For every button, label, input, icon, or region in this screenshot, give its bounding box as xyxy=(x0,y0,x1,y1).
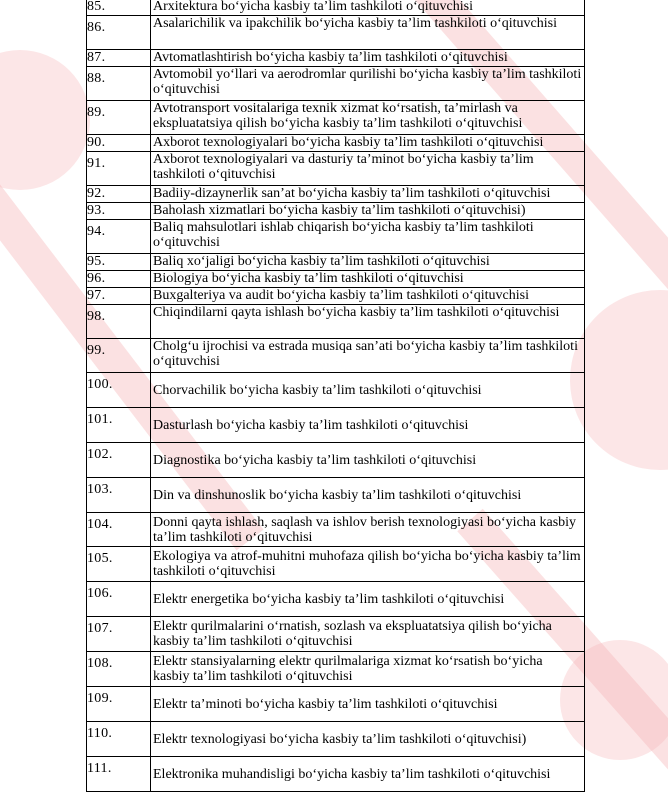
row-number: 106. xyxy=(87,586,113,601)
row-number-cell xyxy=(87,67,151,101)
row-number: 92. xyxy=(87,186,106,201)
table-row xyxy=(87,101,585,135)
table-row xyxy=(87,373,585,408)
row-number-cell xyxy=(87,408,151,443)
profession-cell xyxy=(151,0,585,16)
row-number-cell xyxy=(87,478,151,513)
row-number: 90. xyxy=(87,135,106,150)
profession-title: Asalarichilik va ipakchilik bo‘yicha kasbiy ta’lim tashkiloti o‘qituvchisi xyxy=(153,16,557,31)
table-row xyxy=(87,547,585,582)
row-number-cell xyxy=(87,186,151,203)
profession-title: Biologiya bo‘yicha kasbiy ta’lim tashkiloti o‘qituvchisi xyxy=(153,271,464,286)
row-number: 87. xyxy=(87,50,106,65)
table-row xyxy=(87,203,585,220)
document-table xyxy=(86,0,585,792)
table-row xyxy=(87,271,585,288)
table-row xyxy=(87,408,585,443)
row-number: 111. xyxy=(87,761,112,776)
row-number: 105. xyxy=(87,551,113,566)
profession-title: Arxitektura bo‘yicha kasbiy ta’lim tashkiloti o‘qituvchisi xyxy=(153,0,473,14)
row-number: 108. xyxy=(87,656,113,671)
row-number: 85. xyxy=(87,0,106,14)
row-number-cell xyxy=(87,0,151,16)
row-number: 97. xyxy=(87,288,106,303)
profession-title: Baholash xizmatlari bo‘yicha kasbiy ta’lim tashkiloti o‘qituvchisi) xyxy=(153,203,526,218)
profession-title: Chorvachilik bo‘yicha kasbiy ta’lim tashkiloti o‘qituvchisi xyxy=(153,382,482,398)
profession-title: Elektr energetika bo‘yicha kasbiy ta’lim tashkiloti o‘qituvchisi xyxy=(153,591,505,607)
profession-title: Baliq mahsulotlari ishlab chiqarish bo‘yicha kasbiy ta’lim tashkiloti o‘qituvchisi xyxy=(153,220,534,250)
profession-title: Cholg‘u ijrochisi va estrada musiqa san’ati bo‘yicha kasbiy ta’lim tashkiloti o‘qituvchisi xyxy=(153,339,578,369)
profession-cell xyxy=(151,582,585,617)
profession-title: Avtotransport vositalariga texnik xizmat ko‘rsatish, ta’mirlash va ekspluatatsiya qilish bo‘yicha kasbiy ta’lim tashkiloti o‘qituvchisi xyxy=(153,101,523,131)
table-row xyxy=(87,152,585,186)
table-row xyxy=(87,722,585,757)
row-number: 94. xyxy=(87,224,106,239)
profession-title: Buxgalteriya va audit bo‘yicha kasbiy ta’lim tashkiloti o‘qituvchisi xyxy=(153,288,529,303)
table-row xyxy=(87,582,585,617)
profession-cell xyxy=(151,152,585,186)
row-number-cell xyxy=(87,288,151,305)
row-number-cell xyxy=(87,373,151,408)
profession-title: Axborot texnologiyalari bo‘yicha kasbiy ta’lim tashkiloti o‘qituvchisi xyxy=(153,135,544,150)
table-row xyxy=(87,513,585,547)
row-number: 96. xyxy=(87,271,106,286)
row-number-cell xyxy=(87,652,151,687)
profession-title: Baliq xo‘jaligi bo‘yicha kasbiy ta’lim tashkiloti o‘qituvchisi xyxy=(153,254,490,269)
profession-cell xyxy=(151,220,585,254)
profession-cell xyxy=(151,67,585,101)
row-number-cell xyxy=(87,443,151,478)
profession-cell xyxy=(151,443,585,478)
profession-cell xyxy=(151,135,585,152)
row-number-cell xyxy=(87,101,151,135)
table-row xyxy=(87,288,585,305)
row-number: 99. xyxy=(87,343,106,358)
row-number-cell xyxy=(87,339,151,373)
profession-title: Avtomobil yo‘llari va aerodromlar qurilishi bo‘yicha kasbiy ta’lim tashkiloti o‘qituvchisi xyxy=(153,67,582,97)
profession-cell xyxy=(151,101,585,135)
row-number-cell xyxy=(87,16,151,50)
profession-cell xyxy=(151,513,585,547)
profession-cell xyxy=(151,186,585,203)
row-number-cell xyxy=(87,152,151,186)
row-number: 107. xyxy=(87,621,113,636)
profession-cell xyxy=(151,254,585,271)
row-number-cell xyxy=(87,722,151,757)
profession-title: Din va dinshunoslik bo‘yicha kasbiy ta’lim tashkiloti o‘qituvchisi xyxy=(153,487,522,503)
table-body xyxy=(87,0,585,792)
table-row xyxy=(87,443,585,478)
row-number-cell xyxy=(87,617,151,652)
row-number-cell xyxy=(87,220,151,254)
profession-title: Elektronika muhandisligi bo‘yicha kasbiy ta’lim tashkiloti o‘qituvchisi xyxy=(153,766,551,782)
table-row xyxy=(87,617,585,652)
row-number: 104. xyxy=(87,517,113,532)
profession-title: Avtomatlashtirish bo‘yicha kasbiy ta’lim tashkiloti o‘qituvchisi xyxy=(153,50,508,65)
table-row xyxy=(87,254,585,271)
profession-cell xyxy=(151,16,585,50)
profession-cell xyxy=(151,478,585,513)
table-row xyxy=(87,220,585,254)
profession-cell xyxy=(151,305,585,339)
profession-title: Diagnostika bo‘yicha kasbiy ta’lim tashkiloti o‘qituvchisi xyxy=(153,452,477,468)
table-row xyxy=(87,757,585,792)
row-number: 103. xyxy=(87,482,113,497)
table-row xyxy=(87,687,585,722)
profession-cell xyxy=(151,652,585,687)
row-number-cell xyxy=(87,203,151,220)
row-number: 110. xyxy=(87,726,113,741)
profession-title: Elektr stansiyalarning elektr qurilmalariga xizmat ko‘rsatish bo‘yicha kasbiy ta’lim tashkiloti o‘qituvchisi xyxy=(153,654,543,684)
row-number: 98. xyxy=(87,309,106,324)
profession-cell xyxy=(151,617,585,652)
row-number: 88. xyxy=(87,71,106,86)
profession-cell xyxy=(151,288,585,305)
row-number: 93. xyxy=(87,203,106,218)
profession-cell xyxy=(151,722,585,757)
profession-title: Elektr texnologiyasi bo‘yicha kasbiy ta’lim tashkiloti o‘qituvchisi) xyxy=(153,731,527,747)
row-number: 109. xyxy=(87,691,113,706)
profession-cell xyxy=(151,547,585,582)
row-number-cell xyxy=(87,687,151,722)
profession-title: Badiiy-dizaynerlik san’at bo‘yicha kasbiy ta’lim tashkiloti o‘qituvchisi xyxy=(153,186,551,201)
row-number-cell xyxy=(87,271,151,288)
table-row xyxy=(87,652,585,687)
row-number-cell xyxy=(87,254,151,271)
profession-title: Elektr ta’minoti bo‘yicha kasbiy ta’lim tashkiloti o‘qituvchisi xyxy=(153,696,498,712)
profession-cell xyxy=(151,408,585,443)
profession-cell xyxy=(151,339,585,373)
table-row xyxy=(87,135,585,152)
table-row xyxy=(87,339,585,373)
profession-title: Chiqindilarni qayta ishlash bo‘yicha kasbiy ta’lim tashkiloti o‘qituvchisi xyxy=(153,305,560,320)
row-number-cell xyxy=(87,582,151,617)
row-number-cell xyxy=(87,50,151,67)
table-row xyxy=(87,478,585,513)
row-number: 102. xyxy=(87,447,113,462)
profession-title: Axborot texnologiyalari va dasturiy ta’minot bo‘yicha kasbiy ta’lim tashkiloti o‘qituvchisi xyxy=(153,152,534,182)
table-row xyxy=(87,186,585,203)
row-number-cell xyxy=(87,513,151,547)
table-row xyxy=(87,50,585,67)
row-number-cell xyxy=(87,305,151,339)
profession-cell xyxy=(151,203,585,220)
profession-title: Donni qayta ishlash, saqlash va ishlov berish texnologiyasi bo‘yicha kasbiy ta’lim tashkiloti o‘qituvchisi xyxy=(153,514,577,545)
profession-title: Elektr qurilmalarini o‘rnatish, sozlash va ekspluatatsiya qilish bo‘yicha kasbiy ta’lim tashkiloti o‘qituvchisi xyxy=(153,619,552,649)
profession-cell xyxy=(151,687,585,722)
row-number-cell xyxy=(87,547,151,582)
table-row xyxy=(87,16,585,50)
profession-cell xyxy=(151,271,585,288)
profession-cell xyxy=(151,757,585,792)
profession-cell xyxy=(151,50,585,67)
table-row xyxy=(87,0,585,16)
row-number: 91. xyxy=(87,156,106,171)
row-number: 86. xyxy=(87,20,106,35)
table-row xyxy=(87,67,585,101)
row-number-cell xyxy=(87,135,151,152)
row-number: 101. xyxy=(87,412,113,427)
row-number: 100. xyxy=(87,377,113,392)
row-number: 95. xyxy=(87,254,106,269)
table-row xyxy=(87,305,585,339)
row-number: 89. xyxy=(87,105,106,120)
profession-cell xyxy=(151,373,585,408)
profession-title: Dasturlash bo‘yicha kasbiy ta’lim tashkiloti o‘qituvchisi xyxy=(153,417,469,433)
row-number-cell xyxy=(87,757,151,792)
profession-title: Ekologiya va atrof-muhitni muhofaza qilish bo‘yicha bo‘yicha kasbiy ta’lim tashkiloti o‘qituvchisi xyxy=(153,549,581,579)
